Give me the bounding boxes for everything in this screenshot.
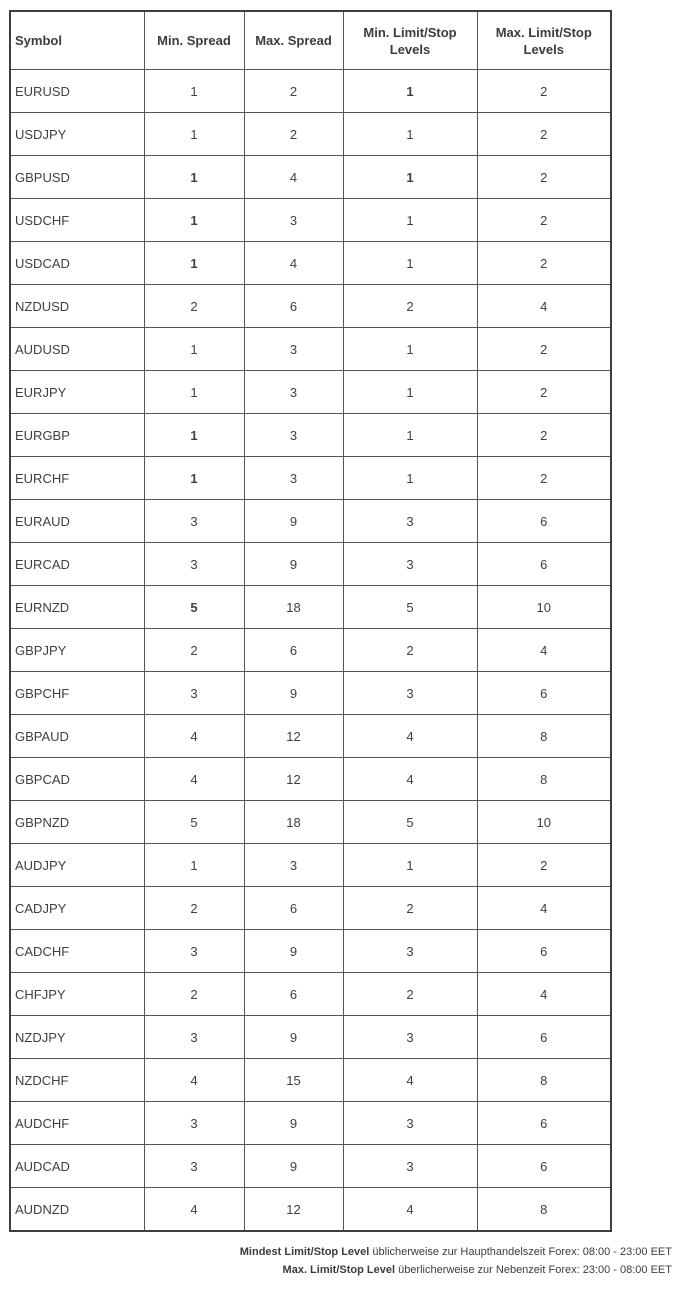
cell-min-limit: 4 xyxy=(343,1059,477,1102)
cell-min-spread: 1 xyxy=(144,70,244,113)
cell-symbol: NZDUSD xyxy=(10,285,144,328)
table-row xyxy=(10,715,611,758)
cell-max-spread: 6 xyxy=(244,629,343,672)
table-row xyxy=(10,586,611,629)
cell-min-spread: 5 xyxy=(144,586,244,629)
cell-symbol: EURCAD xyxy=(10,543,144,586)
table-row xyxy=(10,285,611,328)
cell-max-limit: 8 xyxy=(477,1059,611,1102)
cell-min-spread: 1 xyxy=(144,199,244,242)
cell-max-limit: 10 xyxy=(477,801,611,844)
table-row xyxy=(10,328,611,371)
cell-max-limit: 6 xyxy=(477,500,611,543)
cell-symbol: CADJPY xyxy=(10,887,144,930)
footnotes xyxy=(0,1243,672,1279)
cell-min-spread: 1 xyxy=(144,414,244,457)
table-row xyxy=(10,242,611,285)
table-row xyxy=(10,371,611,414)
cell-symbol: CHFJPY xyxy=(10,973,144,1016)
cell-min-spread: 1 xyxy=(144,457,244,500)
cell-min-limit: 3 xyxy=(343,930,477,973)
cell-max-spread: 2 xyxy=(244,113,343,156)
table-body xyxy=(10,70,611,1232)
cell-max-limit: 2 xyxy=(477,844,611,887)
cell-min-limit: 1 xyxy=(343,328,477,371)
cell-min-spread: 3 xyxy=(144,500,244,543)
header-max-limit-stop-levels: Max. Limit/Stop Levels xyxy=(477,11,611,70)
cell-min-limit: 3 xyxy=(343,1102,477,1145)
cell-symbol: GBPJPY xyxy=(10,629,144,672)
cell-min-limit: 3 xyxy=(343,543,477,586)
cell-max-limit: 2 xyxy=(477,328,611,371)
cell-min-limit: 5 xyxy=(343,801,477,844)
cell-max-limit: 2 xyxy=(477,113,611,156)
cell-symbol: AUDJPY xyxy=(10,844,144,887)
cell-max-spread: 9 xyxy=(244,1145,343,1188)
cell-symbol: GBPUSD xyxy=(10,156,144,199)
footnote-min-limit-term: Mindest Limit/Stop Level xyxy=(239,1246,370,1258)
cell-min-limit: 4 xyxy=(343,715,477,758)
cell-min-spread: 1 xyxy=(144,156,244,199)
cell-min-limit: 4 xyxy=(343,758,477,801)
cell-max-spread: 9 xyxy=(244,1016,343,1059)
footnote-max-limit xyxy=(0,1261,672,1279)
cell-symbol: USDCHF xyxy=(10,199,144,242)
cell-max-limit: 4 xyxy=(477,973,611,1016)
cell-min-limit: 1 xyxy=(343,844,477,887)
cell-max-limit: 6 xyxy=(477,672,611,715)
table-row xyxy=(10,1016,611,1059)
table-row xyxy=(10,801,611,844)
cell-max-limit: 2 xyxy=(477,199,611,242)
cell-min-limit: 2 xyxy=(343,887,477,930)
cell-min-spread: 2 xyxy=(144,887,244,930)
table-header xyxy=(10,11,611,70)
cell-max-spread: 12 xyxy=(244,715,343,758)
cell-max-limit: 4 xyxy=(477,285,611,328)
cell-max-spread: 3 xyxy=(244,414,343,457)
cell-symbol: EURUSD xyxy=(10,70,144,113)
cell-min-limit: 1 xyxy=(343,70,477,113)
cell-min-limit: 1 xyxy=(343,371,477,414)
table-row xyxy=(10,844,611,887)
header-row xyxy=(10,11,611,70)
table-row xyxy=(10,887,611,930)
table-row xyxy=(10,1188,611,1232)
cell-max-limit: 2 xyxy=(477,242,611,285)
cell-symbol: EURAUD xyxy=(10,500,144,543)
cell-symbol: GBPNZD xyxy=(10,801,144,844)
cell-max-limit: 8 xyxy=(477,758,611,801)
cell-max-limit: 2 xyxy=(477,414,611,457)
table-row xyxy=(10,758,611,801)
cell-symbol: AUDCAD xyxy=(10,1145,144,1188)
cell-symbol: CADCHF xyxy=(10,930,144,973)
table-row xyxy=(10,543,611,586)
table-row xyxy=(10,457,611,500)
cell-symbol: EURGBP xyxy=(10,414,144,457)
cell-max-spread: 9 xyxy=(244,500,343,543)
cell-min-spread: 1 xyxy=(144,113,244,156)
cell-symbol: EURNZD xyxy=(10,586,144,629)
cell-symbol: AUDNZD xyxy=(10,1188,144,1232)
cell-max-spread: 4 xyxy=(244,242,343,285)
forex-spread-table xyxy=(9,10,612,1232)
cell-max-spread: 15 xyxy=(244,1059,343,1102)
cell-symbol: USDJPY xyxy=(10,113,144,156)
table-row xyxy=(10,70,611,113)
cell-min-spread: 1 xyxy=(144,328,244,371)
cell-max-spread: 6 xyxy=(244,887,343,930)
table-row xyxy=(10,113,611,156)
cell-min-spread: 1 xyxy=(144,844,244,887)
cell-min-limit: 5 xyxy=(343,586,477,629)
cell-min-limit: 2 xyxy=(343,973,477,1016)
cell-symbol: AUDCHF xyxy=(10,1102,144,1145)
cell-max-limit: 2 xyxy=(477,70,611,113)
cell-max-limit: 6 xyxy=(477,543,611,586)
cell-symbol: GBPCHF xyxy=(10,672,144,715)
cell-max-spread: 2 xyxy=(244,70,343,113)
cell-max-spread: 9 xyxy=(244,672,343,715)
cell-max-spread: 3 xyxy=(244,328,343,371)
table-row xyxy=(10,629,611,672)
cell-max-spread: 3 xyxy=(244,844,343,887)
table-row xyxy=(10,414,611,457)
cell-min-spread: 3 xyxy=(144,1145,244,1188)
cell-min-spread: 1 xyxy=(144,242,244,285)
cell-max-limit: 10 xyxy=(477,586,611,629)
footnote-max-limit-term: Max. Limit/Stop Level xyxy=(282,1264,396,1276)
cell-min-spread: 3 xyxy=(144,1016,244,1059)
footnote-min-limit xyxy=(0,1243,672,1261)
cell-min-limit: 1 xyxy=(343,156,477,199)
cell-min-limit: 3 xyxy=(343,1016,477,1059)
footnote-min-limit-text: üblicherweise zur Haupthandelszeit Forex: 08:00 - 23:00 EET xyxy=(369,1246,672,1258)
cell-min-spread: 3 xyxy=(144,1102,244,1145)
cell-max-limit: 8 xyxy=(477,1188,611,1232)
cell-min-spread: 2 xyxy=(144,973,244,1016)
cell-min-limit: 1 xyxy=(343,414,477,457)
cell-max-spread: 18 xyxy=(244,801,343,844)
cell-max-spread: 9 xyxy=(244,543,343,586)
table-row xyxy=(10,1059,611,1102)
cell-symbol: EURJPY xyxy=(10,371,144,414)
cell-min-limit: 3 xyxy=(343,500,477,543)
table-row xyxy=(10,672,611,715)
table-row xyxy=(10,930,611,973)
cell-max-spread: 9 xyxy=(244,930,343,973)
cell-min-limit: 1 xyxy=(343,199,477,242)
cell-min-spread: 3 xyxy=(144,930,244,973)
table-row xyxy=(10,500,611,543)
cell-min-limit: 2 xyxy=(343,629,477,672)
cell-max-limit: 6 xyxy=(477,1145,611,1188)
cell-min-limit: 1 xyxy=(343,457,477,500)
cell-min-spread: 4 xyxy=(144,715,244,758)
cell-max-limit: 6 xyxy=(477,930,611,973)
cell-min-spread: 5 xyxy=(144,801,244,844)
cell-max-spread: 6 xyxy=(244,973,343,1016)
cell-max-spread: 12 xyxy=(244,758,343,801)
cell-max-limit: 2 xyxy=(477,371,611,414)
cell-max-limit: 2 xyxy=(477,457,611,500)
cell-min-limit: 4 xyxy=(343,1188,477,1232)
cell-max-limit: 2 xyxy=(477,156,611,199)
cell-min-spread: 4 xyxy=(144,758,244,801)
cell-max-spread: 9 xyxy=(244,1102,343,1145)
cell-min-spread: 4 xyxy=(144,1059,244,1102)
cell-min-spread: 3 xyxy=(144,672,244,715)
cell-symbol: EURCHF xyxy=(10,457,144,500)
cell-max-spread: 18 xyxy=(244,586,343,629)
header-max-spread: Max. Spread xyxy=(244,11,343,70)
cell-symbol: AUDUSD xyxy=(10,328,144,371)
cell-min-spread: 2 xyxy=(144,285,244,328)
cell-max-spread: 3 xyxy=(244,199,343,242)
cell-min-spread: 1 xyxy=(144,371,244,414)
cell-min-limit: 3 xyxy=(343,1145,477,1188)
header-min-spread: Min. Spread xyxy=(144,11,244,70)
footnote-max-limit-text: überlicherweise zur Nebenzeit Forex: 23:00 - 08:00 EET xyxy=(395,1264,672,1276)
cell-max-spread: 3 xyxy=(244,457,343,500)
cell-symbol: GBPAUD xyxy=(10,715,144,758)
table-row xyxy=(10,1102,611,1145)
cell-min-limit: 2 xyxy=(343,285,477,328)
cell-max-limit: 4 xyxy=(477,629,611,672)
cell-min-limit: 3 xyxy=(343,672,477,715)
table-row xyxy=(10,1145,611,1188)
cell-min-spread: 4 xyxy=(144,1188,244,1232)
cell-symbol: USDCAD xyxy=(10,242,144,285)
table-row xyxy=(10,199,611,242)
cell-max-limit: 6 xyxy=(477,1102,611,1145)
header-min-limit-stop-levels: Min. Limit/Stop Levels xyxy=(343,11,477,70)
cell-max-limit: 4 xyxy=(477,887,611,930)
header-symbol: Symbol xyxy=(10,11,144,70)
table-row xyxy=(10,156,611,199)
cell-max-spread: 12 xyxy=(244,1188,343,1232)
cell-min-limit: 1 xyxy=(343,242,477,285)
cell-max-spread: 6 xyxy=(244,285,343,328)
cell-symbol: GBPCAD xyxy=(10,758,144,801)
table-row xyxy=(10,973,611,1016)
cell-max-limit: 8 xyxy=(477,715,611,758)
cell-min-spread: 2 xyxy=(144,629,244,672)
cell-min-limit: 1 xyxy=(343,113,477,156)
cell-symbol: NZDCHF xyxy=(10,1059,144,1102)
cell-max-spread: 3 xyxy=(244,371,343,414)
cell-symbol: NZDJPY xyxy=(10,1016,144,1059)
cell-max-limit: 6 xyxy=(477,1016,611,1059)
cell-min-spread: 3 xyxy=(144,543,244,586)
cell-max-spread: 4 xyxy=(244,156,343,199)
